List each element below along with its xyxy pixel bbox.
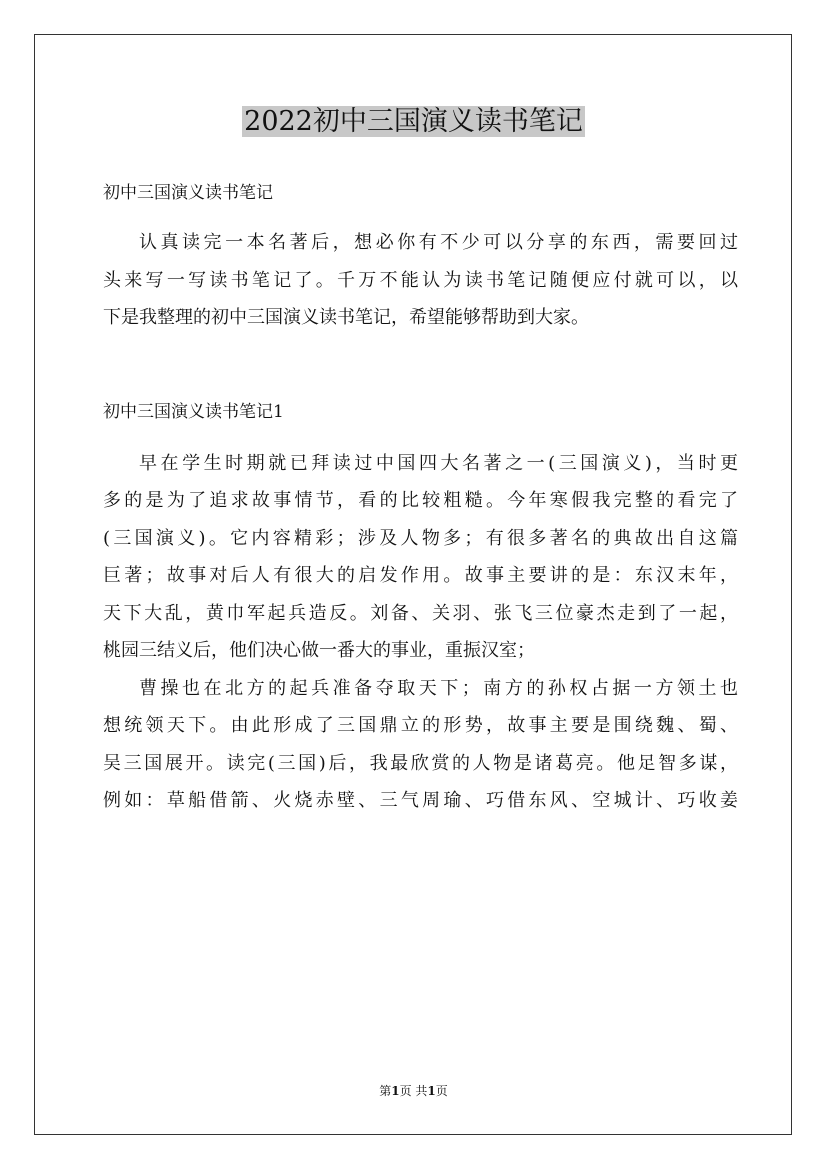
paragraph-line: 桃园三结义后，他们决心做一番大的事业，重振汉室； bbox=[103, 640, 535, 661]
section1-paragraph-1 bbox=[103, 445, 738, 670]
paragraph-line: 曹操也在北方的起兵准备夺取天下；南方的孙权占据一方领土也 bbox=[139, 677, 738, 699]
paragraph-line: 想统领天下。由此形成了三国鼎立的形势，故事主要是围绕魏、蜀、 bbox=[103, 715, 738, 736]
paragraph-line: 多的是为了追求故事情节，看的比较粗糙。今年寒假我完整的看完了 bbox=[103, 490, 738, 511]
paragraph-line: 早在学生时期就已拜读过中国四大名著之一(三国演义)，当时更 bbox=[139, 452, 738, 474]
footer-page-mid: 页 共 bbox=[399, 1084, 428, 1098]
paragraph-line: 吴三国展开。读完(三国)后，我最欣赏的人物是诸葛亮。他足智多谋， bbox=[103, 752, 738, 774]
footer-page-total: 1 bbox=[427, 1084, 436, 1098]
paragraph-line: 天下大乱，黄巾军起兵造反。刘备、关羽、张飞三位豪杰走到了一起， bbox=[103, 602, 738, 624]
section1-paragraph-2 bbox=[103, 670, 738, 820]
paragraph-line: 例如：草船借箭、火烧赤壁、三气周瑜、巧借东风、空城计、巧收姜 bbox=[103, 790, 738, 811]
paragraph-line: 巨著；故事对后人有很大的启发作用。故事主要讲的是：东汉末年， bbox=[103, 565, 738, 586]
intro-heading: 初中三国演义读书笔记 bbox=[103, 183, 273, 203]
footer-page-suffix: 页 bbox=[435, 1084, 448, 1098]
section1-heading: 初中三国演义读书笔记1 bbox=[103, 401, 284, 422]
paragraph-line: (三国演义)。它内容精彩；涉及人物多；有很多著名的典故出自这篇 bbox=[103, 527, 738, 549]
intro-line: 认真读完一本名著后，想必你有不少可以分享的东西，需要回过 bbox=[139, 232, 738, 253]
document-title-text: 2022初中三国演义读书笔记 bbox=[244, 106, 583, 137]
document-body bbox=[103, 178, 738, 820]
page-footer bbox=[0, 1083, 827, 1099]
document-title bbox=[0, 103, 827, 141]
footer-page-current: 1 bbox=[391, 1084, 400, 1098]
intro-line: 头来写一写读书笔记了。千万不能认为读书笔记随便应付就可以，以 bbox=[103, 269, 738, 291]
intro-line: 下是我整理的初中三国演义读书笔记，希望能够帮助到大家。 bbox=[103, 307, 589, 328]
footer-page-prefix: 第 bbox=[379, 1084, 392, 1098]
intro-paragraph bbox=[103, 224, 738, 337]
